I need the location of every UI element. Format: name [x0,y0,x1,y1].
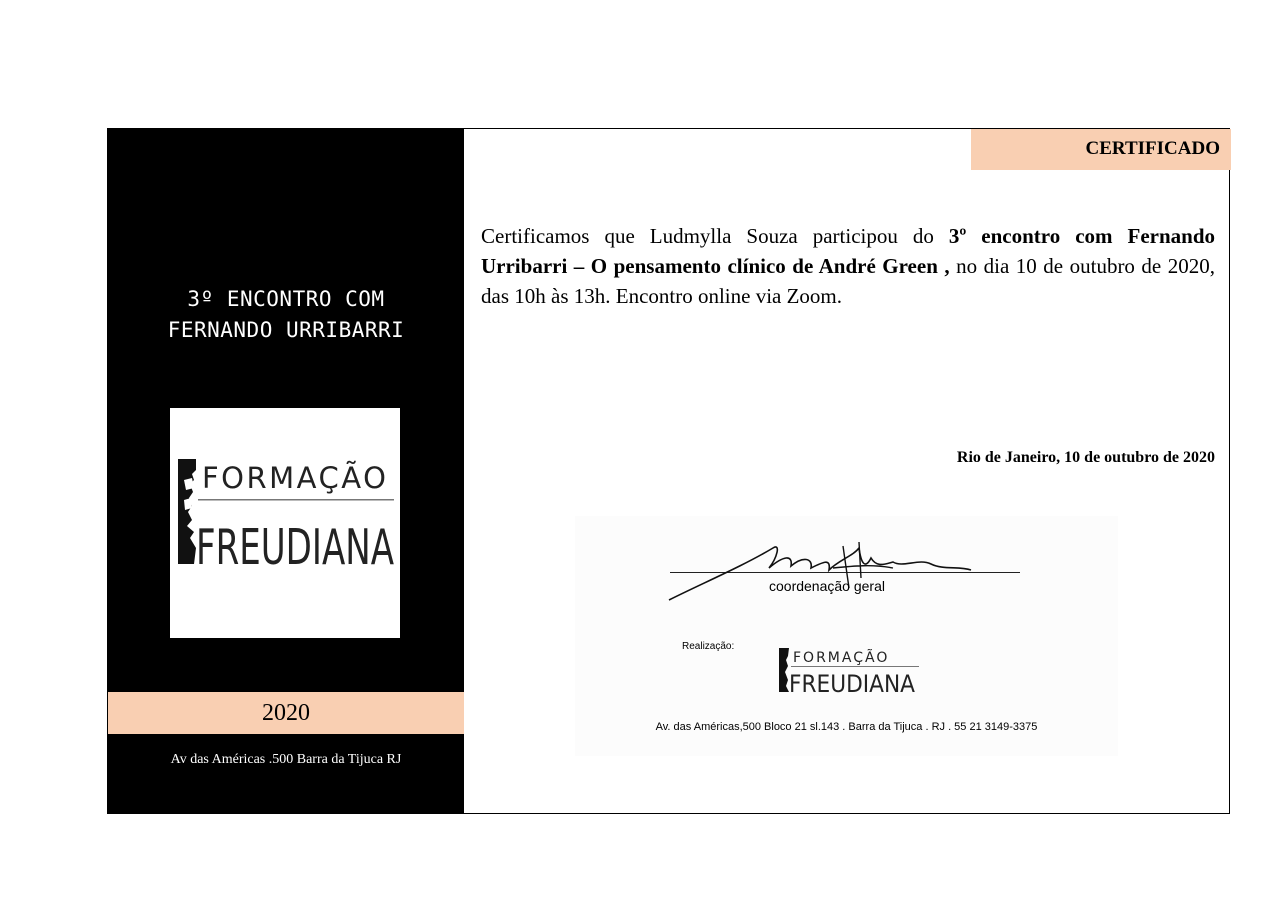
body-event: 3º encontro com Fernando Urribarri – O pensamento clínico de André Green , [481,224,1215,278]
realizacao-label: Realização: [682,641,735,652]
event-title [108,284,464,346]
logo-top-text: FORMAÇÃO [202,461,389,495]
event-title-line-2: FERNANDO URRIBARRI [167,318,405,342]
certificate-body [481,221,1215,311]
certificado-badge: CERTIFICADO [971,129,1231,170]
freud-portrait-icon [170,408,400,638]
body-details: no dia 10 de outubro de 2020, das 10h às 13h. Encontro online via Zoom. [481,254,1216,308]
small-logo [775,642,925,698]
body-intro: Certificamos que Ludmylla Souza participou do [481,224,949,248]
handwritten-signature [663,528,983,608]
logo-bottom-text: FREUDIANA [196,519,395,576]
signature-role: coordenação geral [769,578,885,594]
left-address: Av das Américas .500 Barra da Tijuca RJ [170,752,402,767]
footer-address: Av. das Américas,500 Bloco 21 sl.143 . Barra da Tijuca . RJ . 55 21 3149-3375 [655,721,1038,733]
small-logo-bottom-text: FREUDIANA [789,670,916,698]
event-title-line-1: 3º ENCONTRO COM [187,287,385,311]
year-band: 2020 [108,692,464,734]
signature-area [575,516,1118,756]
small-logo-top-text: FORMAÇÃO [793,650,890,666]
certificate [107,128,1230,814]
issue-date: Rio de Janeiro, 10 de outubro de 2020 [956,449,1215,466]
formacao-freudiana-logo [170,408,400,638]
left-panel [108,129,464,813]
